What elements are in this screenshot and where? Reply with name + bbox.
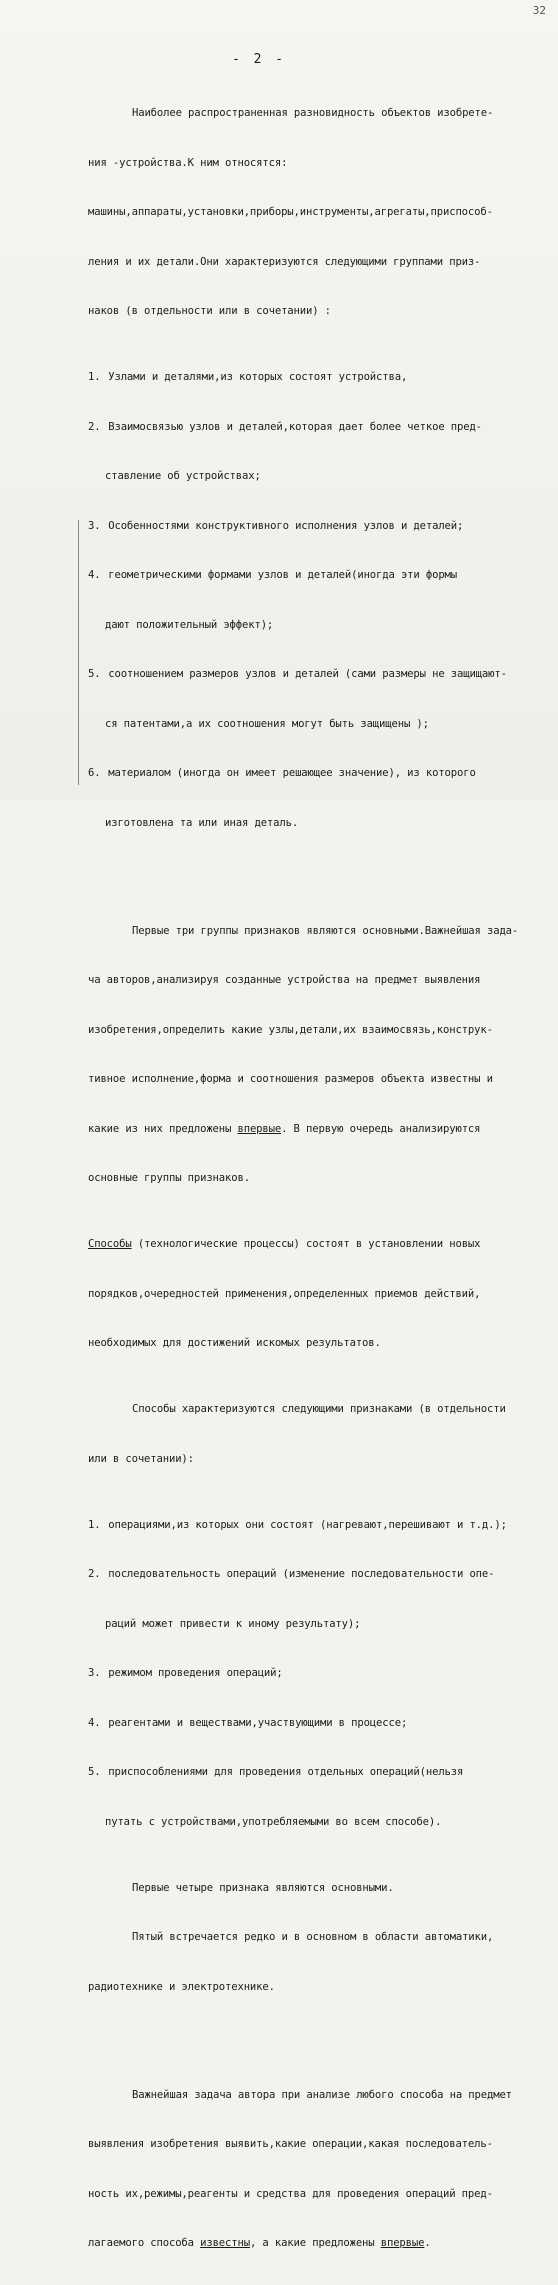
text-line: или в сочетании):: [88, 1452, 194, 1465]
text-line: Способы характеризуются следующими признаками (в отдельности: [132, 1403, 506, 1415]
page-number: - 2 -: [232, 52, 287, 67]
list-item-continuation: ставление об устройствах;: [105, 470, 261, 482]
text-line: ча авторов,анализируя созданные устройства на предмет выявления: [88, 974, 481, 986]
text-line: Пятый встречается редко и в основном в области автоматики,: [132, 1931, 494, 1943]
text-line: наков (в отдельности или в сочетании) :: [88, 305, 331, 317]
text-line: ния -устройства.К ним относятся:: [88, 156, 288, 169]
archive-sheet-number: 32: [532, 4, 546, 17]
list-item: 4. реагентами и веществами,участвующими в процессе;: [88, 1716, 408, 1729]
list-item-continuation: раций может привести к иному результату);: [105, 1617, 361, 1630]
text-line: лагаемого способа известны, а какие предложены впервые.: [88, 2237, 431, 2249]
text-line: Первые три группы признаков являются основными.Важнейшая зада-: [132, 924, 519, 937]
list-item: 1. операциями,из которых они состоят (нагревают,перешивают и т.д.);: [88, 1518, 507, 1531]
text-line: изобретения,определить какие узлы,детали,их взаимосвязь,конструк-: [88, 1023, 493, 1036]
text-line: ность их,режимы,реагенты и средства для проведения операций пред-: [88, 2187, 493, 2200]
list-item: 6. материалом (иногда он имеет решающее значение), из которого: [88, 767, 476, 779]
list-item-continuation: дают положительный эффект);: [105, 618, 274, 631]
list-item-continuation: ся патентами,а их соотношения могут быть защищены );: [105, 717, 429, 730]
underlined-word: известны: [200, 2237, 250, 2249]
text-line: машины,аппараты,установки,приборы,инструменты,агрегаты,приспособ-: [88, 206, 493, 218]
text-line: Наиболее распространенная разновидность объектов изобрете-: [132, 107, 494, 119]
text-line: Важнейшая задача автора при анализе любого способа на предмет: [132, 2088, 512, 2101]
margin-mark: [78, 520, 79, 785]
list-item: 5. приспособлениями для проведения отдельных операций(нельзя: [88, 1766, 464, 1778]
text-line: выявления изобретения выявить,какие операции,какая последователь-: [88, 2138, 493, 2150]
underlined-word: Способы: [88, 1238, 132, 1250]
text-line: Первые четыре признака являются основными.: [132, 1881, 394, 1894]
list-item: 2. Взаимосвязью узлов и деталей,которая дает более четкое пред-: [88, 420, 482, 433]
text-line: основные группы признаков.: [88, 1172, 250, 1184]
list-item-continuation: путать с устройствами,употребляемыми во всем способе).: [105, 1815, 442, 1828]
text-line: порядков,очередностей применения,определенных приемов действий,: [88, 1287, 481, 1300]
underlined-word: впервые: [380, 2237, 425, 2249]
text-line: какие из них предложены впервые. В первую очередь анализируются: [88, 1122, 481, 1135]
underlined-word: впервые: [237, 1122, 282, 1135]
list-item: 3. режимом проведения операций;: [88, 1667, 283, 1679]
list-item: 5. соотношением размеров узлов и деталей (сами размеры не защищают-: [88, 668, 507, 680]
list-item: 3. Особенностями конструктивного исполнения узлов и деталей;: [88, 519, 464, 532]
text-line: Способы (технологические процессы) состоят в установлении новых: [88, 1238, 481, 1250]
list-item: 4. геометрическими формами узлов и деталей(иногда эти формы: [88, 569, 458, 581]
text-line: необходимых для достижений искомых результатов.: [88, 1337, 381, 1349]
text-line: ления и их детали.Они характеризуются следующими группами приз-: [88, 255, 481, 268]
list-item-continuation: изготовлена та или иная деталь.: [105, 816, 299, 829]
document-body: [88, 72, 550, 2285]
list-item: 2. последовательность операций (изменение последовательности опе-: [88, 1568, 495, 1580]
list-item: 1. Узлами и деталями,из которых состоят устройства,: [88, 371, 408, 383]
text-line: радиотехнике и электротехнике.: [88, 1980, 275, 1993]
text-line: тивное исполнение,форма и соотношения размеров объекта известны и: [88, 1073, 493, 1085]
